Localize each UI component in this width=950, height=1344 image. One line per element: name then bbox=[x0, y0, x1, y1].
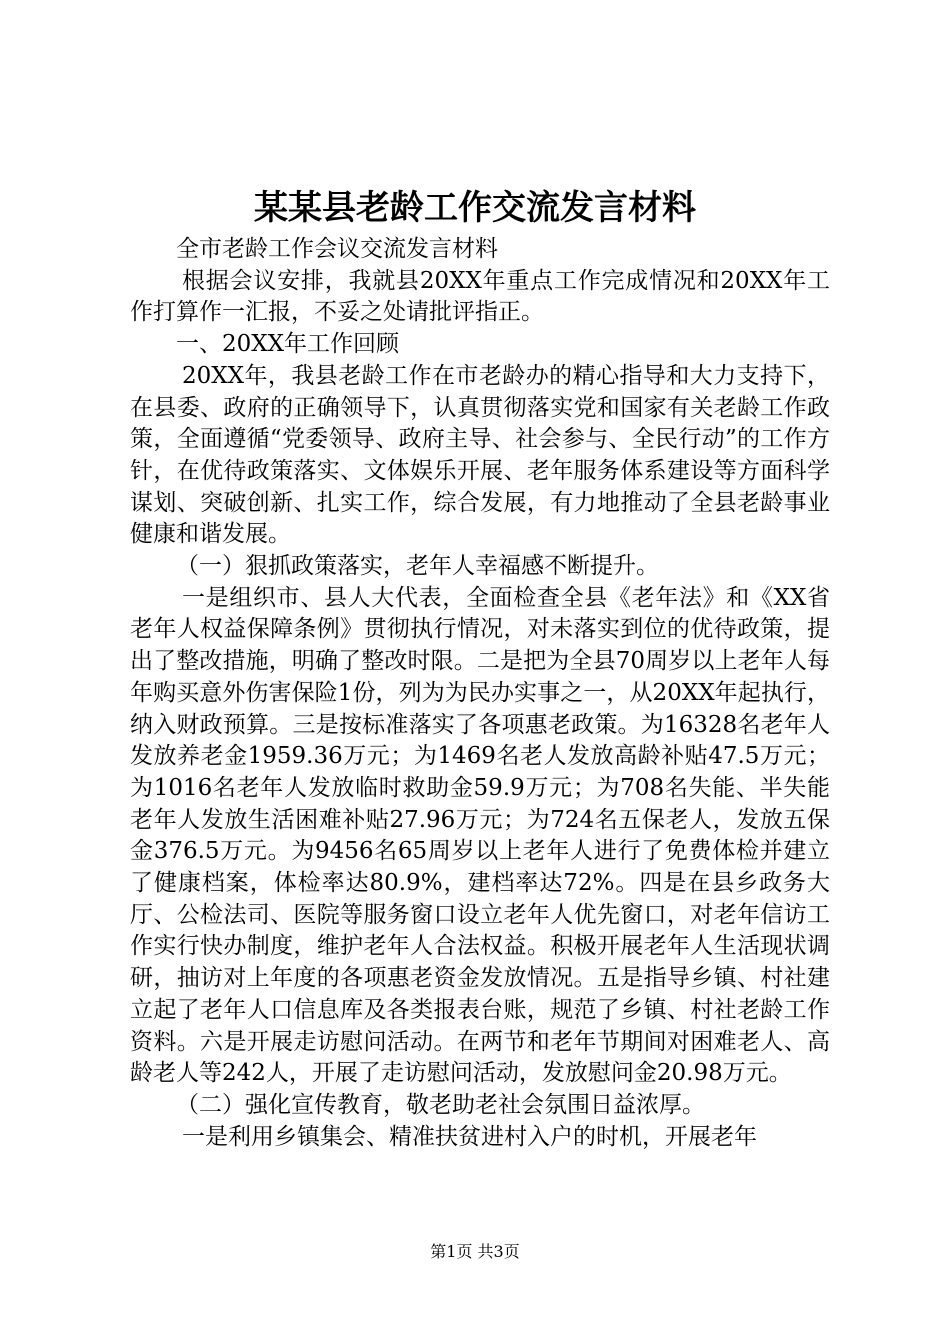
subsection-heading-publicity: （二）强化宣传教育，敬老助老社会氛围日益浓厚。 bbox=[176, 1091, 705, 1118]
document-title: 某某县老龄工作交流发言材料 bbox=[254, 188, 696, 228]
page-number: 第1页 共3页 bbox=[430, 1242, 520, 1261]
subsection-heading-policy: （一）狠抓政策落实，老年人幸福感不断提升。 bbox=[176, 553, 659, 580]
paragraph-intro: 根据会议安排，我就县20XX年重点工作完成情况和20XX年工作打算作一汇报，不妥之处请批评指正。 bbox=[130, 267, 830, 326]
document-body bbox=[130, 234, 830, 1153]
paragraph-publicity: 一是利用乡镇集会、精准扶贫进村入户的时机，开展老年 bbox=[182, 1123, 757, 1150]
paragraph-review: 20XX年，我县老龄工作在市老龄办的精心指导和大力支持下，在县委、政府的正确领导下，认真贯彻落实党和国家有关老龄工作政策，全面遵循“党委领导、政府主导、社会参与、全民行动”的工作方针，在优待政策落实、文体娱乐开展、老年服务体系建设等方面科学谋划、突破创新、扎实工作，综合发展，有力地推动了全县老龄事业健康和谐发展。 bbox=[130, 362, 830, 548]
paragraph-policy: 一是组织市、县人大代表，全面检查全县《老年法》和《XX省老年人权益保障条例》贯彻执行情况，对未落实到位的优待政策，提出了整改措施，明确了整改时限。二是把为全县70周岁以上老年人每年购买意外伤害保险1份，列为为民办实事之一，从20XX年起执行，纳入财政预算。三是按标准落实了各项惠老政策。为16328名老年人发放养老金1959.36万元；为1469名老人发放高龄补贴47.5万元；为1016名老年人发放临时救助金59.9万元；为708名失能、半失能老年人发放生活困难补贴27.96万元；为724名五保老人，发放五保金376.5万元。为9456名65周岁以上老年人进行了免费体检并建立了健康档案，体检率达80.9%，建档率达72%。四是在县乡政务大厅、公检法司、医院等服务窗口设立老年人优先窗口，对老年信访工作实行快办制度，维护老年人合法权益。积极开展老年人生活现状调研，抽访对上年度的各项惠老资金发放情况。五是指导乡镇、村社建立起了老年人口信息库及各类报表台账，规范了乡镇、村社老龄工作资料。六是开展走访慰问活动。在两节和老年节期间对困难老人、高龄老人等242人，开展了走访慰问活动，发放慰问金20.98万元。 bbox=[130, 584, 830, 1087]
section-heading-review: 一、20XX年工作回顾 bbox=[176, 331, 400, 358]
paragraph-subtitle: 全市老龄工作会议交流发言材料 bbox=[176, 236, 498, 262]
